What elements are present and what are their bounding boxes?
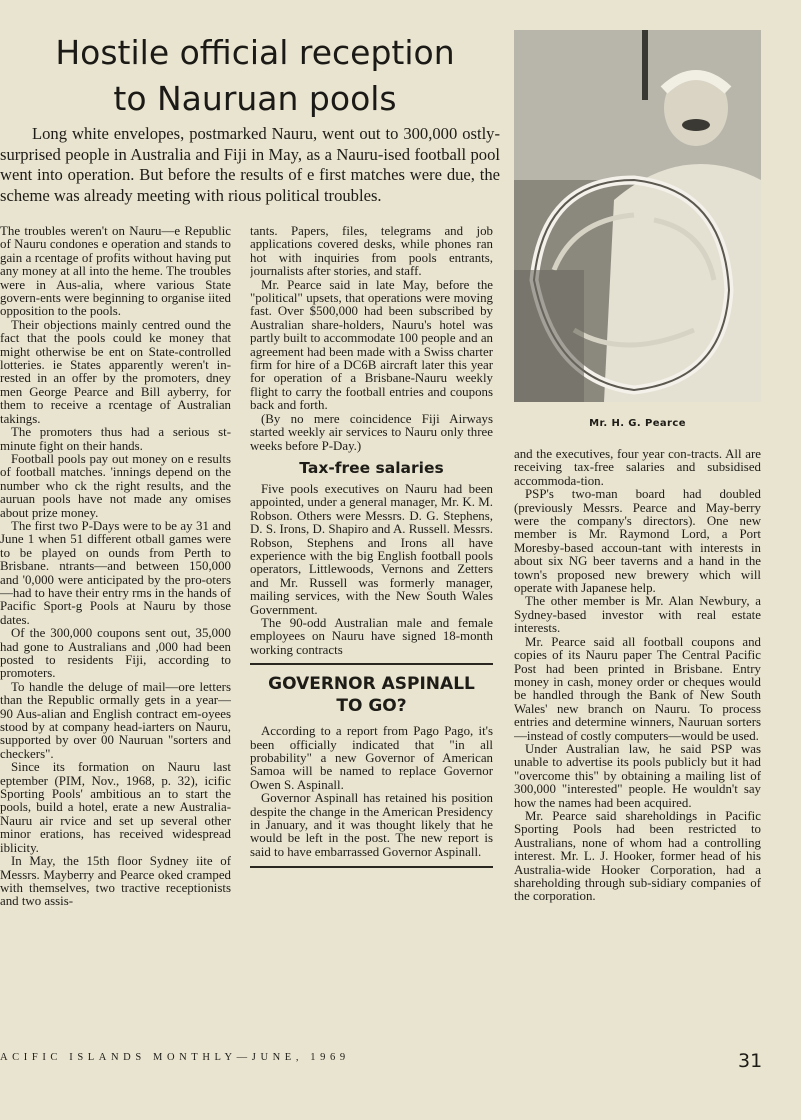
article-column-3 bbox=[514, 448, 761, 1040]
col3-paragraph: PSP's two-man board had doubled (previously Messrs. Pearce and May-berry were the company's directors). One new member is Mr. Raymond Lord, a Port Moresby-based accoun-tant with interests in about six NG beer taverns and a hand in the town's proposed new brewery which will operate with Japanese help. bbox=[514, 487, 761, 596]
col2-paragraph: The 90-odd Australian male and female employees on Nauru have signed 18-month working contracts bbox=[250, 615, 493, 657]
box-paragraph: Governor Aspinall has retained his position despite the change in the American Presidency in January, and it was thought likely that he would be left in the post. The new report is said to have embarrassed Governor Aspinall. bbox=[250, 791, 493, 859]
box-paragraph: According to a report from Pago Pago, it's been officially indicated that "in all probability" a new Governor of American Samoa will be named to replace Governor Owen S. Aspinall. bbox=[250, 724, 493, 792]
subhead-tax-free-salaries: Tax-free salaries bbox=[299, 458, 444, 477]
article-column-2 bbox=[250, 225, 493, 1040]
col1-paragraph: The first two P-Days were to be ay 31 and June 1 when 51 different otball games were to be played on ounds from Perth to Brisbane. ntrants—and between 150,000 and '0,000 were anticipated by the pro-oters—had to have their entry rms in the hands of Pacific Sport-g Pools at Nauru by those dates. bbox=[0, 518, 231, 627]
box-title-line-2: TO GO? bbox=[336, 696, 407, 717]
box-top-rule bbox=[250, 663, 493, 665]
col2-paragraph: Mr. Pearce said in late May, before the "political" upsets, that operations were moving fast. Over $500,000 had been subscribed by Australian share-holders, Nauru's hotel was partly built to accommodate 100 people and an agreement had been made with a Swiss charter firm for hire of a DC6B aircraft later this year for operation of a Brisbane-Nauru weekly flight to carry the football entries and coupons back and forth. bbox=[250, 277, 493, 413]
col1-paragraph: Football pools pay out money on e results of football matches. 'innings depend on the number who ck the right results, and the auruan pools have not made any omises about prize money. bbox=[0, 451, 231, 520]
col3-paragraph: Mr. Pearce said all football coupons and copies of its Nauru paper The Central Pacific Post had been printed in Brisbane. Entry money in cash, money order or cheques would be handled through the Bank of New South Wales' new branch on Nauru. To process entries and determine winners, Nauruan sorters—instead of costly computers—would be used. bbox=[514, 634, 761, 743]
col1-paragraph: Since its formation on Nauru last eptember (PIM, Nov., 1968, p. 32), icific Sporting Pools' ambitious an to start the pools, build a hotel, erate a new Australia-Nauru air rvice and set up several other minor erations, has received widespread iblicity. bbox=[0, 760, 231, 855]
col2-paragraph: tants. Papers, files, telegrams and job applications covered desks, while phones ran hot with inquiries from pools entrants, journalists after stories, and staff. bbox=[250, 225, 493, 279]
col3-paragraph: and the executives, four year con-tracts. All are receiving tax-free salaries and subsidised accommoda-tion. bbox=[514, 448, 761, 488]
running-footer: ACIFIC ISLANDS MONTHLY—JUNE, 1969 bbox=[0, 1052, 350, 1063]
col3-paragraph: The other member is Mr. Alan Newbury, a Sydney-based investor with real estate interests. bbox=[514, 594, 761, 636]
col2-paragraph: Five pools executives on Nauru had been appointed, under a general manager, Mr. K. M. Robson. Others were Messrs. D. G. Stephens, D. S. Irons, D. Shapiro and A. Russell. Messrs. Robson, Stephens and Irons all have experience with the big English football pools operators, Littlewoods, Vernons and Zetters and Mr. Russell was formerly manager, mailing services, with the New South Wales Government. bbox=[250, 481, 493, 617]
col1-paragraph: In May, the 15th floor Sydney iite of Messrs. Mayberry and Pearce oked cramped with themselves, two tractive receptionists and two assis- bbox=[0, 854, 231, 909]
col1-paragraph: The promoters thus had a serious st-minute fight on their hands. bbox=[0, 425, 231, 453]
headline-line-2: to Nauruan pools bbox=[113, 79, 397, 118]
col2-paragraph: (By no mere coincidence Fiji Airways started weekly air services to Nauru only three weeks before P-Day.) bbox=[250, 411, 493, 453]
portrait-photo-illustration bbox=[514, 30, 761, 402]
col1-paragraph: Their objections mainly centred ound the fact that the pools could ke money that might otherwise be ent on State-controlled lotteries. ie States apparently weren't in-rested in an offer by the promoters, dney men George Pearce and Bill ayberry, for them to receive a rcentage of Australian takings. bbox=[0, 317, 231, 426]
col3-paragraph: Mr. Pearce said shareholdings in Pacific Sporting Pools had been restricted to Australians, none of whom had a controlling interest. Mr. L. J. Hooker, former head of his Australia-wide Hooker Corporation, had a shareholding through sub-sidiary companies of the corporation. bbox=[514, 808, 761, 904]
portrait-photo bbox=[514, 30, 761, 402]
intro-paragraph: Long white envelopes, postmarked Nauru, went out to 300,000 ostly-surprised people in Australia and Fiji in May, as a Nauru-ised football pool went into operation. But before the results of e first matches were due, the scheme was already meeting with rious political troubles. bbox=[0, 124, 500, 205]
headline-line-1: Hostile official reception bbox=[55, 33, 455, 72]
box-title-line-1: GOVERNOR ASPINALL bbox=[268, 674, 475, 695]
col1-paragraph: Of the 300,000 coupons sent out, 35,000 had gone to Australians and ,000 had been posted to residents Fiji, according to promoters. bbox=[0, 626, 231, 681]
page-number: 31 bbox=[738, 1050, 763, 1072]
photo-caption: Mr. H. G. Pearce bbox=[589, 418, 686, 429]
col1-paragraph: To handle the deluge of mail—ore letters than the Republic ormally gets in a year—90 Aus-alian and English contract em-oyees stood by at company head-iarters on Nauru, supported by over 00 Nauruan "sorters and checkers". bbox=[0, 679, 231, 761]
headline bbox=[40, 30, 470, 122]
col3-paragraph: Under Australian law, he said PSP was unable to advertise its pools publicly but it had "overcome this" by obtaining a mailing list of 300,000 "interested" people. He wouldn't say how the names had been acquired. bbox=[514, 741, 761, 810]
box-bottom-rule bbox=[250, 866, 493, 868]
box-title bbox=[250, 673, 493, 717]
col1-paragraph: The troubles weren't on Nauru—e Republic of Nauru condones e operation and stands to gain a rcentage of profits without having put any money at all into the heme. The troubles were in Aus-alia, where various State govern-ents were beginning to organise iited opposition to the pools. bbox=[0, 225, 231, 319]
article-column-1 bbox=[0, 225, 231, 1040]
